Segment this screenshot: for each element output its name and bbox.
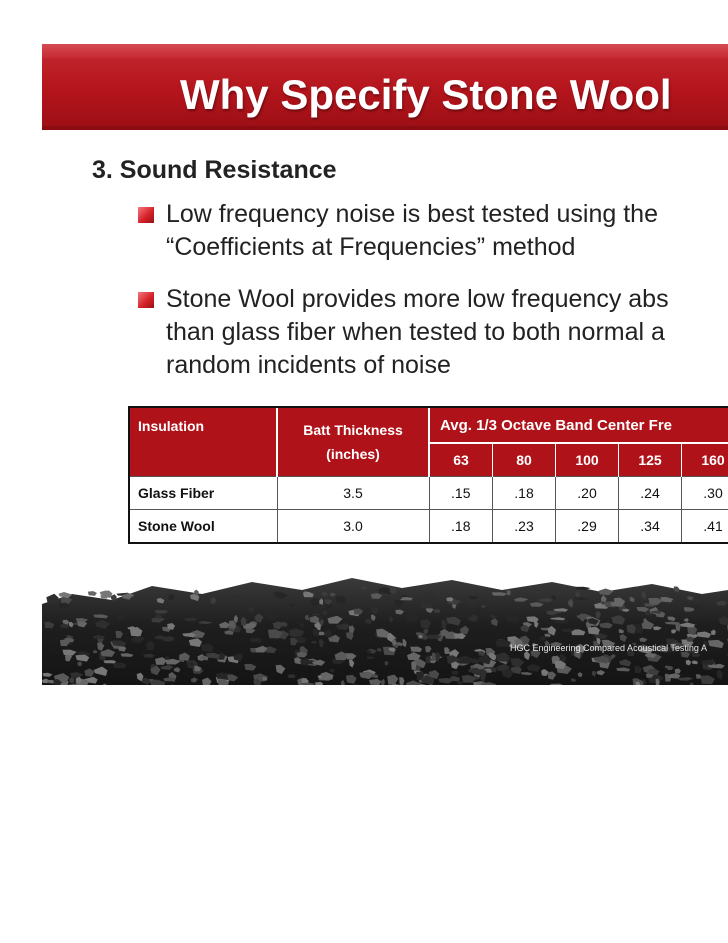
absorption-table bbox=[128, 406, 728, 544]
row-value: .30 bbox=[682, 477, 728, 510]
col-header-freq: 125 bbox=[619, 443, 682, 477]
col-header-freq: 160 bbox=[682, 443, 728, 477]
row-value: .20 bbox=[556, 477, 619, 510]
row-value: .23 bbox=[493, 510, 556, 543]
table-row bbox=[130, 510, 728, 543]
col-header-freq: 63 bbox=[429, 443, 493, 477]
stone-rubble-image bbox=[42, 564, 728, 685]
row-value: .41 bbox=[682, 510, 728, 543]
row-insulation: Glass Fiber bbox=[130, 477, 277, 510]
row-value: .24 bbox=[619, 477, 682, 510]
footer-credit: HGC Engineering Compared Acoustical Testing A bbox=[510, 643, 707, 653]
bullet-item-2 bbox=[166, 283, 669, 382]
title-bar bbox=[42, 44, 728, 130]
bullet-square-icon bbox=[138, 207, 154, 223]
col-header-insulation: Insulation bbox=[130, 408, 277, 477]
rock-chip bbox=[194, 590, 199, 596]
bullet-2-line-1: Stone Wool provides more low frequency abs bbox=[166, 285, 669, 313]
slide bbox=[42, 44, 728, 685]
batt-header-line-2: (inches) bbox=[326, 446, 380, 462]
bullet-2-line-3: random incidents of noise bbox=[166, 351, 451, 379]
col-header-freq: 80 bbox=[493, 443, 556, 477]
row-value: .29 bbox=[556, 510, 619, 543]
bullet-1-line-1: Low frequency noise is best tested using the bbox=[166, 200, 658, 228]
col-header-batt-thickness bbox=[277, 408, 429, 477]
bullet-square-icon bbox=[138, 292, 154, 308]
bullet-1-line-2: “Coefficients at Frequencies” method bbox=[166, 233, 576, 261]
section-heading: 3. Sound Resistance bbox=[92, 156, 337, 184]
row-value: .15 bbox=[429, 477, 493, 510]
rock-chip bbox=[720, 608, 728, 616]
table-row bbox=[130, 477, 728, 510]
col-header-freq: 100 bbox=[556, 443, 619, 477]
rock-chip bbox=[88, 591, 97, 596]
data-table bbox=[130, 408, 728, 542]
rock-chip bbox=[46, 594, 58, 604]
bullet-2-line-2: than glass fiber when tested to both normal a bbox=[166, 318, 665, 346]
slide-title: Why Specify Stone Wool bbox=[180, 71, 672, 118]
row-insulation: Stone Wool bbox=[130, 510, 277, 543]
row-value: .34 bbox=[619, 510, 682, 543]
row-thickness: 3.5 bbox=[277, 477, 429, 510]
batt-header-line-1: Batt Thickness bbox=[303, 422, 403, 438]
row-value: .18 bbox=[493, 477, 556, 510]
col-header-avg-band: Avg. 1/3 Octave Band Center Fre bbox=[429, 408, 728, 443]
row-value: .18 bbox=[429, 510, 493, 543]
row-thickness: 3.0 bbox=[277, 510, 429, 543]
bullet-item-1 bbox=[166, 198, 658, 264]
